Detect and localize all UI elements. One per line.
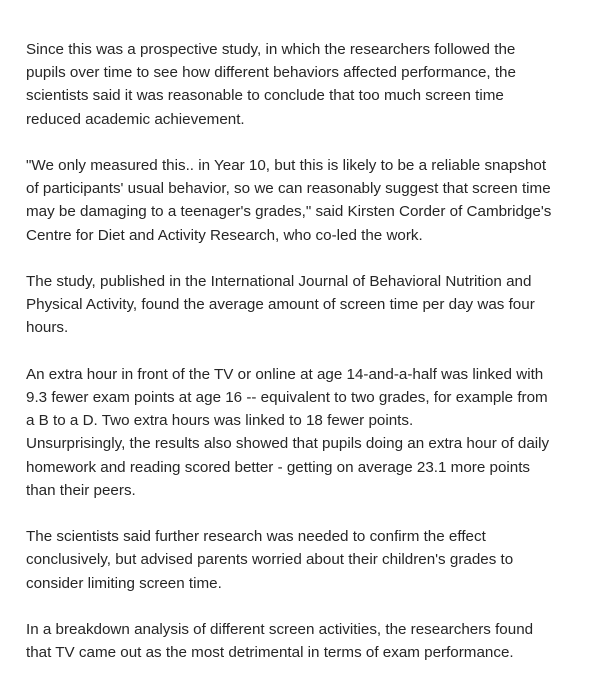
text-line: pupils over time to see how different behaviors affected performance, the bbox=[26, 64, 516, 82]
text-line: that TV came out as the most detrimental in terms of exam performance. bbox=[26, 644, 514, 662]
text-line: "We only measured this.. in Year 10, but this is likely to be a reliable snapshot bbox=[26, 157, 547, 174]
text-line: In a breakdown analysis of different screen activities, the researchers found bbox=[26, 621, 534, 638]
text-line: The study, published in the International Journal of Behavioral Nutrition and bbox=[26, 273, 532, 290]
paragraph-further-research bbox=[26, 525, 578, 595]
text-line: hours. bbox=[26, 319, 69, 337]
text-line: 9.3 fewer exam points at age 16 -- equivalent to two grades, for example from bbox=[26, 389, 548, 406]
text-line: An extra hour in front of the TV or online at age 14-and-a-half was linked with bbox=[26, 365, 544, 383]
text-line: scientists said it was reasonable to conclude that too much screen time bbox=[26, 87, 504, 105]
article-body bbox=[26, 38, 578, 688]
text-line: Centre for Diet and Activity Research, who co-led the work. bbox=[26, 226, 423, 244]
text-line: Physical Activity, found the average amount of screen time per day was four bbox=[26, 296, 535, 314]
text-line: of participants' usual behavior, so we can reasonably suggest that screen time bbox=[26, 180, 551, 198]
text-line: consider limiting screen time. bbox=[26, 574, 222, 592]
text-line: reduced academic achievement. bbox=[26, 110, 245, 128]
text-line: homework and reading scored better - getting on average 23.1 more points bbox=[26, 458, 531, 476]
paragraph-journal-publication bbox=[26, 270, 578, 340]
paragraph-prospective-study bbox=[26, 38, 578, 131]
paragraph-breakdown-analysis bbox=[26, 618, 578, 664]
text-line: Unsurprisingly, the results also showed that pupils doing an extra hour of daily bbox=[26, 435, 550, 453]
text-line: Since this was a prospective study, in which the researchers followed the bbox=[26, 41, 516, 58]
paragraph-exam-points bbox=[26, 363, 578, 502]
paragraph-corder-quote bbox=[26, 154, 578, 247]
text-line: The scientists said further research was needed to confirm the effect bbox=[26, 528, 486, 546]
text-line: may be damaging to a teenager's grades," said Kirsten Corder of Cambridge's bbox=[26, 203, 552, 221]
text-line: than their peers. bbox=[26, 481, 136, 499]
text-line: a B to a D. Two extra hours was linked to 18 fewer points. bbox=[26, 412, 414, 430]
text-line: conclusively, but advised parents worried about their children's grades to bbox=[26, 551, 514, 569]
